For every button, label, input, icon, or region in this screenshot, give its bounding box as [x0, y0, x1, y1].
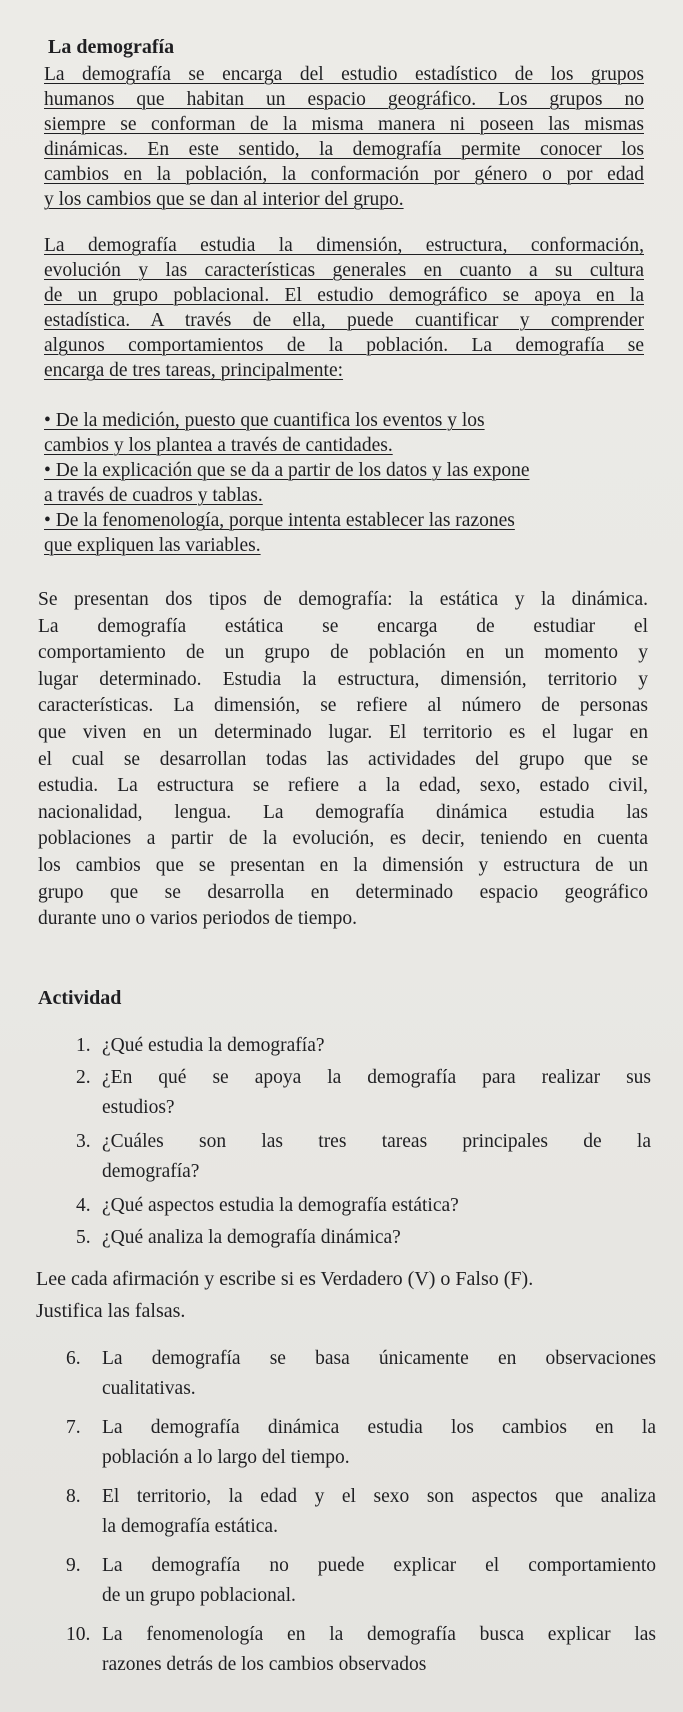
statement-text: La fenomenología en la demografía busca explicar las	[102, 1624, 656, 1645]
statement-item	[66, 1552, 656, 1621]
text-line: La demografía estudia la dimensión, estructura, conformación,	[44, 235, 644, 256]
question-number: 3.	[76, 1131, 91, 1152]
statement-text: de un grupo poblacional.	[102, 1585, 296, 1606]
text-line: evolución y las características generales en cuanto a su cultura	[44, 260, 644, 281]
question-number: 1.	[76, 1035, 91, 1056]
statement-number: 7.	[66, 1417, 81, 1438]
true-false-instructions	[36, 1265, 646, 1329]
question-text: ¿En qué se apoya la demografía para realizar sus	[102, 1067, 651, 1088]
statement-text: El territorio, la edad y el sexo son aspectos que analiza	[102, 1486, 656, 1507]
questions-list	[76, 1032, 651, 1256]
text-line: humanos que habitan un espacio geográfico. Los grupos no	[44, 89, 644, 110]
text-line: características. La dimensión, se refiere al número de personas	[38, 695, 648, 717]
bullet-item: • De la explicación que se da a partir de los datos y las expone	[44, 460, 530, 481]
question-text: demografía?	[102, 1161, 200, 1182]
question-item	[76, 1032, 651, 1064]
bullet-item: cambios y los plantea a través de cantidades.	[44, 435, 393, 456]
statement-text: población a lo largo del tiempo.	[102, 1447, 350, 1468]
question-item	[76, 1192, 651, 1224]
statement-item	[66, 1483, 656, 1552]
activity-heading: Actividad	[38, 987, 122, 1009]
statement-text: La demografía no puede explicar el comportamiento	[102, 1555, 656, 1576]
statement-text: razones detrás de los cambios observados	[102, 1654, 427, 1675]
statement-text: la demografía estática.	[102, 1516, 278, 1537]
types-paragraph	[38, 587, 648, 933]
text-line: siempre se conforman de la misma manera ni poseen las mismas	[44, 114, 644, 135]
text-line: que viven en un determinado lugar. El territorio es el lugar en	[38, 721, 648, 743]
instruction-line: Justifica las falsas.	[36, 1300, 186, 1322]
text-line: poblaciones a partir de la evolución, es decir, teniendo en cuenta	[38, 828, 648, 850]
text-line: dinámicas. En este sentido, la demografía permite conocer los	[44, 139, 644, 160]
statement-number: 10.	[66, 1624, 91, 1645]
statement-text: La demografía se basa únicamente en observaciones	[102, 1348, 656, 1369]
text-line: lugar determinado. Estudia la estructura, dimensión, territorio y	[38, 668, 648, 690]
question-text: ¿Qué aspectos estudia la demografía estática?	[102, 1195, 459, 1216]
question-item	[76, 1224, 651, 1256]
bullet-item: • De la medición, puesto que cuantifica los eventos y los	[44, 410, 485, 431]
text-line: y los cambios que se dan al interior del grupo.	[44, 189, 404, 210]
bullet-item: a través de cuadros y tablas.	[44, 485, 263, 506]
text-line: grupo que se desarrolla en determinado espacio geográfico	[38, 881, 648, 903]
statement-text: La demografía dinámica estudia los cambios en la	[102, 1417, 656, 1438]
text-line: estudia. La estructura se refiere a la edad, sexo, estado civil,	[38, 775, 648, 797]
question-text: estudios?	[102, 1097, 175, 1118]
statement-item	[66, 1345, 656, 1414]
statement-item	[66, 1414, 656, 1483]
bullet-item: que expliquen las variables.	[44, 535, 261, 556]
statement-item	[66, 1621, 656, 1690]
text-line: Se presentan dos tipos de demografía: la estática y la dinámica.	[38, 589, 648, 610]
intro-paragraph	[44, 62, 644, 212]
statement-number: 8.	[66, 1486, 81, 1507]
text-line: cambios en la población, la conformación por género o por edad	[44, 164, 644, 185]
bullet-item: • De la fenomenología, porque intenta establecer las razones	[44, 510, 515, 531]
page-title: La demografía	[48, 36, 175, 58]
tasks-list	[44, 408, 644, 558]
text-line: algunos comportamientos de la población. La demografía se	[44, 335, 644, 356]
text-line: de un grupo poblacional. El estudio demográfico se apoya en la	[44, 285, 644, 306]
text-line: La demografía se encarga del estudio estadístico de los grupos	[44, 64, 644, 85]
text-line: encarga de tres tareas, principalmente:	[44, 360, 344, 381]
text-line: comportamiento de un grupo de población en un momento y	[38, 642, 648, 664]
statement-number: 6.	[66, 1348, 81, 1369]
statement-number: 9.	[66, 1555, 81, 1576]
question-number: 4.	[76, 1195, 91, 1216]
statement-text: cualitativas.	[102, 1378, 196, 1399]
question-item	[76, 1128, 651, 1192]
text-line: durante uno o varios periodos de tiempo.	[38, 908, 357, 930]
question-text: ¿Cuáles son las tres tareas principales de la	[102, 1131, 651, 1152]
text-line: estadística. A través de ella, puede cuantificar y comprender	[44, 310, 644, 331]
definition-paragraph	[44, 233, 644, 383]
question-item	[76, 1064, 651, 1128]
text-line: el cual se desarrollan todas las actividades del grupo que se	[38, 748, 648, 770]
question-text: ¿Qué analiza la demografía dinámica?	[102, 1227, 401, 1248]
text-line: nacionalidad, lengua. La demografía dinámica estudia las	[38, 801, 648, 823]
question-text: ¿Qué estudia la demografía?	[102, 1035, 325, 1056]
instruction-line: Lee cada afirmación y escribe si es Verdadero (V) o Falso (F).	[36, 1268, 534, 1290]
text-line: los cambios que se presentan en la dimensión y estructura de un	[38, 854, 648, 876]
statements-list	[66, 1345, 656, 1690]
text-line: La demografía estática se encarga de estudiar el	[38, 615, 648, 637]
question-number: 2.	[76, 1067, 91, 1088]
question-number: 5.	[76, 1227, 91, 1248]
